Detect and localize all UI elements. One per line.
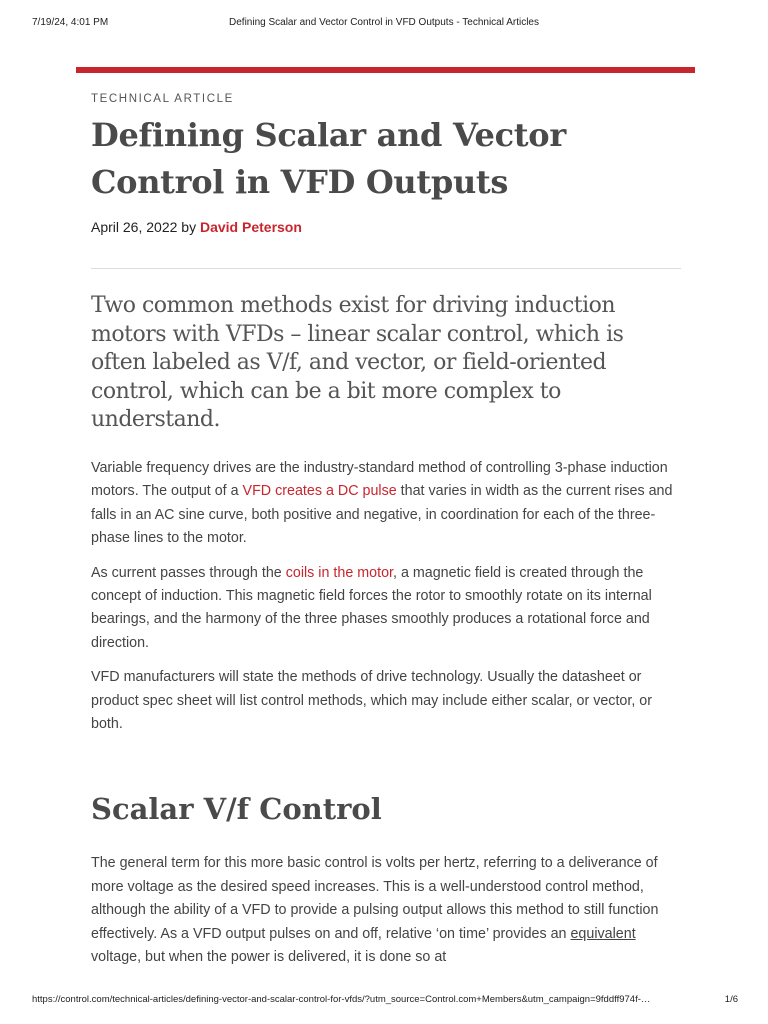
article-lede: Two common methods exist for driving induction motors with VFDs – linear scalar control, which is often labeled as V/f, and vector, or field-oriented control, which can be a bit more complex to understand.: [91, 293, 624, 433]
vfd-dc-pulse-link[interactable]: VFD creates a DC pulse: [242, 483, 397, 500]
paragraph-2: As current passes through the coils in the motor, a magnetic field is created through the concept of induction. This magnetic field forces the rotor to smoothly rotate on its internal bearings, and the harmony of the three phases smoothly produces a rotational force and direction.: [91, 564, 652, 651]
author-link[interactable]: David Peterson: [199, 219, 302, 235]
print-header: [32, 17, 736, 31]
article: [91, 93, 683, 969]
section-heading: Scalar V/f Control: [91, 792, 382, 827]
divider: [91, 268, 681, 269]
print-footer: [32, 994, 738, 1008]
print-page-title: Defining Scalar and Vector Control in VFD Outputs - Technical Articles: [229, 17, 539, 28]
headline-line-1: Defining Scalar and Vector: [91, 116, 566, 154]
coils-in-motor-link[interactable]: coils in the motor: [285, 564, 393, 581]
publish-date: April 26, 2022: [91, 219, 178, 235]
paragraph-1: Variable frequency drives are the industry-standard method of controlling 3-phase induction motors. The output of a VFD creates a DC pulse that varies in width as the current rises and falls in an AC sine curve, both positive and negative, in coordination for each of the three-phase lines to the motor.: [91, 459, 673, 547]
paragraph-3: VFD manufacturers will state the methods of drive technology. Usually the datasheet or product spec sheet will list control methods, which may include either scalar, or vector, or both.: [91, 669, 653, 733]
byline-by: by: [181, 219, 197, 235]
article-headline: [91, 112, 683, 206]
headline-line-2: Control in VFD Outputs: [91, 163, 509, 201]
accent-rule: [76, 67, 695, 73]
paragraph-4: The general term for this more basic control is volts per hertz, referring to a deliverance of more voltage as the desired speed increases. This is a well-understood control method, although the ability of a VFD to provide a pulsing output allows this method to still function effectively. As a VFD output pulses on and off, relative ‘on time’ provides an equivalent voltage, but when the power is delivered, it is done so at: [91, 855, 659, 966]
equivalent-term: equivalent: [570, 925, 636, 942]
print-url: https://control.com/technical-articles/defining-vector-and-scalar-control-for-vfds/?utm_source=Control.com+Members&utm_campaign=9fddff974f-…: [32, 994, 651, 1005]
byline: [91, 219, 683, 235]
article-kicker: TECHNICAL ARTICLE: [91, 93, 234, 105]
page-number: 1/6: [724, 994, 738, 1005]
print-datetime: 7/19/24, 4:01 PM: [32, 17, 109, 28]
